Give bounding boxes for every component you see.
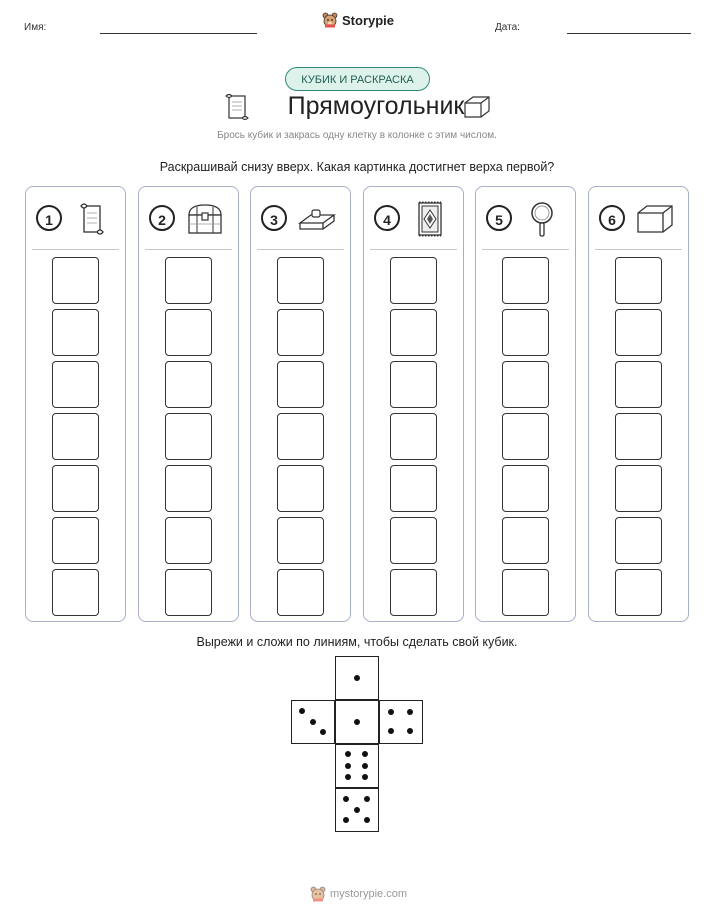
color-cell[interactable] [165,257,212,304]
dice-face-3 [291,700,335,744]
color-cell[interactable] [277,569,324,616]
color-cell[interactable] [165,465,212,512]
column-4 [363,186,464,622]
dice-face-6 [335,744,379,788]
color-cell[interactable] [502,517,549,564]
column-number: 5 [486,205,512,231]
cube-icon [635,199,675,239]
dice-face-4 [379,700,423,744]
dice-pip [407,728,413,734]
column-divider [257,249,344,250]
color-cell[interactable] [502,413,549,460]
subtitle: Брось кубик и закрась одну клетку в колонке с этим числом. [217,130,497,141]
scroll-icon [72,199,112,239]
magnifying-glass-icon [522,199,562,239]
dice-pip [345,763,351,769]
color-cell[interactable] [277,517,324,564]
color-cell[interactable] [52,517,99,564]
instruction: Раскрашивай снизу вверх. Какая картинка достигнет верха первой? [159,160,555,174]
dice-pip [364,796,370,802]
dice-pip [362,774,368,780]
color-cell[interactable] [277,361,324,408]
dice-pip [362,763,368,769]
name-label: Имя: [24,22,47,33]
page-title: Прямоугольник [287,92,465,120]
color-cell[interactable] [165,413,212,460]
dice-pip [299,708,305,714]
color-cell[interactable] [615,569,662,616]
color-cell[interactable] [390,413,437,460]
color-cell[interactable] [390,309,437,356]
footer-url: mystorypie.com [330,888,408,900]
column-2 [138,186,239,622]
color-cell[interactable] [390,465,437,512]
color-cell[interactable] [165,569,212,616]
dice-pip [320,729,326,735]
color-cell[interactable] [615,309,662,356]
dice-pip [388,728,394,734]
dice-pip [354,675,360,681]
dice-pip [343,796,349,802]
color-cell[interactable] [277,465,324,512]
color-cell[interactable] [502,569,549,616]
dice-pip [310,719,316,725]
footer [310,886,407,902]
color-cell[interactable] [277,309,324,356]
column-number: 3 [261,205,287,231]
dice-pip [362,751,368,757]
color-cell[interactable] [390,361,437,408]
eraser-icon [297,199,337,239]
color-cell[interactable] [165,309,212,356]
date-label: Дата: [495,22,520,33]
bear-icon [322,12,338,28]
color-cell[interactable] [52,569,99,616]
color-cell[interactable] [52,309,99,356]
cube-icon [462,94,492,120]
dice-pip [407,709,413,715]
color-cell[interactable] [390,569,437,616]
color-cell[interactable] [165,361,212,408]
dice-pip [364,817,370,823]
dice-face-1 [335,700,379,744]
bear-icon [310,886,326,902]
color-cell[interactable] [615,361,662,408]
dice-pip [345,774,351,780]
logo-text: Storypie [342,12,395,28]
column-number: 2 [149,205,175,231]
color-cell[interactable] [277,257,324,304]
treasure-chest-icon [185,199,225,239]
column-divider [595,249,682,250]
color-cell[interactable] [52,465,99,512]
dice-pip [354,807,360,813]
color-cell[interactable] [52,361,99,408]
column-divider [482,249,569,250]
dice-face-1 [335,656,379,700]
column-5 [475,186,576,622]
color-cell[interactable] [615,257,662,304]
logo [322,12,394,28]
column-number: 6 [599,205,625,231]
dice-pip [388,709,394,715]
rug-icon [410,199,450,239]
color-cell[interactable] [52,257,99,304]
category-badge: КУБИК И РАСКРАСКА [285,67,430,91]
column-6 [588,186,689,622]
color-cell[interactable] [502,309,549,356]
color-cell[interactable] [165,517,212,564]
column-divider [145,249,232,250]
color-cell[interactable] [52,413,99,460]
column-divider [32,249,119,250]
cut-instruction: Вырежи и сложи по линиям, чтобы сделать свой кубик. [196,635,518,649]
column-3 [250,186,351,622]
date-line[interactable] [567,33,691,34]
column-number: 1 [36,205,62,231]
dice-pip [354,719,360,725]
color-cell[interactable] [502,257,549,304]
color-cell[interactable] [390,257,437,304]
color-cell[interactable] [502,361,549,408]
column-1 [25,186,126,622]
dice-face-5 [335,788,379,832]
dice-pip [343,817,349,823]
scroll-icon [224,92,250,122]
color-cell[interactable] [615,465,662,512]
column-number: 4 [374,205,400,231]
color-cell[interactable] [615,517,662,564]
color-cell[interactable] [502,465,549,512]
name-line[interactable] [100,33,257,34]
color-cell[interactable] [390,517,437,564]
color-cell[interactable] [615,413,662,460]
color-cell[interactable] [277,413,324,460]
column-divider [370,249,457,250]
dice-pip [345,751,351,757]
